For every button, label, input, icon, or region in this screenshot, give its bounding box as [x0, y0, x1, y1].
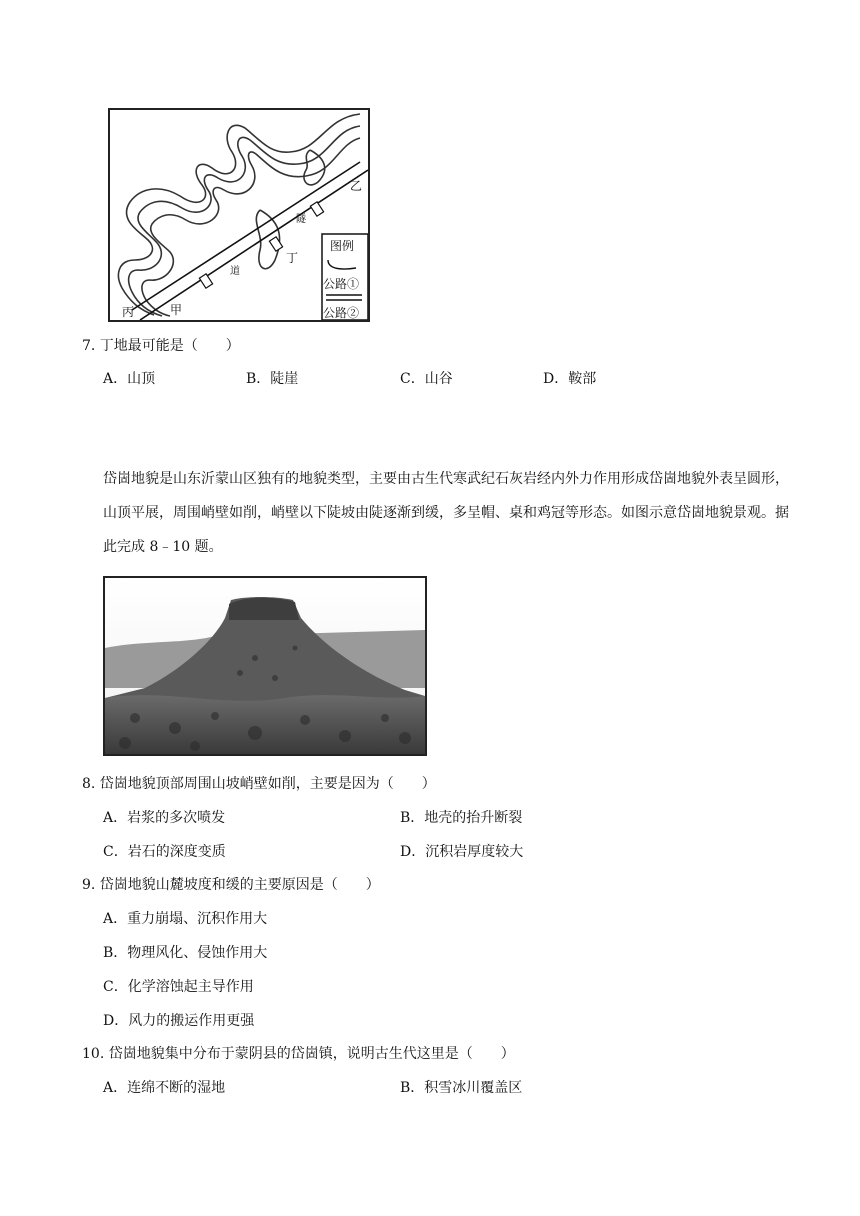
question-7-option-c: C．山谷 [400, 371, 453, 387]
question-9-option-b: B．物理风化、侵蚀作用大 [103, 945, 268, 961]
question-10-option-b: B．积雪冰川覆盖区 [400, 1080, 523, 1096]
question-7-option-b: B．陡崖 [246, 371, 299, 387]
map-label-ding: 丁 [286, 251, 299, 265]
question-7-option-a: A．山顶 [103, 371, 156, 387]
map-label-yi: 乙 [350, 179, 363, 193]
question-8-option-c: C．岩石的深度变质 [103, 844, 226, 860]
legend-road1-label: 公路① [323, 277, 360, 291]
question-7-option-d: D．鞍部 [543, 371, 597, 387]
tunnel-marker-upper [310, 202, 323, 216]
question-8-stem: 8. 岱崮地貌顶部周围山坡峭壁如削，主要是因为（ ） [82, 776, 436, 792]
foreground-ground [105, 695, 425, 754]
mesa-cap [229, 598, 299, 620]
question-7-stem: 7. 丁地最可能是（ ） [82, 338, 240, 354]
map-label-bing: 丙 [122, 305, 135, 319]
landscape-photo-svg [105, 578, 425, 754]
legend-title: 图例 [330, 239, 355, 253]
tunnel-marker-mid [269, 237, 282, 251]
question-10-option-a: A．连绵不断的湿地 [103, 1080, 226, 1096]
question-9-option-c: C．化学溶蚀起主导作用 [103, 979, 254, 995]
question-9-stem: 9. 岱崮地貌山麓坡度和缓的主要原因是（ ） [82, 877, 380, 893]
contour-map-figure [108, 108, 370, 322]
question-8-option-d: D．沉积岩厚度较大 [400, 844, 524, 860]
map-label-tunnel-b: 道 [230, 266, 240, 277]
daigu-landscape-photo [103, 576, 427, 756]
map-label-jia: 甲 [170, 303, 183, 317]
question-9-option-d: D．风力的搬运作用更强 [103, 1013, 255, 1029]
question-9-option-a: A．重力崩塌、沉积作用大 [103, 911, 268, 927]
contour-loop-right [304, 150, 325, 185]
legend-road2-label: 公路② [323, 306, 360, 320]
question-10-stem: 10. 岱崮地貌集中分布于蒙阴县的岱崮镇，说明古生代这里是（ ） [82, 1046, 515, 1062]
map-label-tunnel-a: 隧 [296, 214, 306, 225]
question-8-option-b: B．地壳的抬升断裂 [400, 810, 523, 826]
passage-text: 岱崮地貌是山东沂蒙山区独有的地貌类型，主要由古生代寒武纪石灰岩经内外力作用形成岱崮地貌外表呈圆形，山顶平展，周围峭壁如削，峭壁以下陡坡由陡逐渐到缓，多呈帽、桌和鸡冠等形态。如图示意岱崮地貌景观。据此完成 8﹣10 题。 [103, 471, 789, 555]
tunnel-marker-lower [199, 274, 212, 288]
question-8-option-a: A．岩浆的多次喷发 [103, 810, 226, 826]
contour-map-svg [110, 110, 368, 320]
